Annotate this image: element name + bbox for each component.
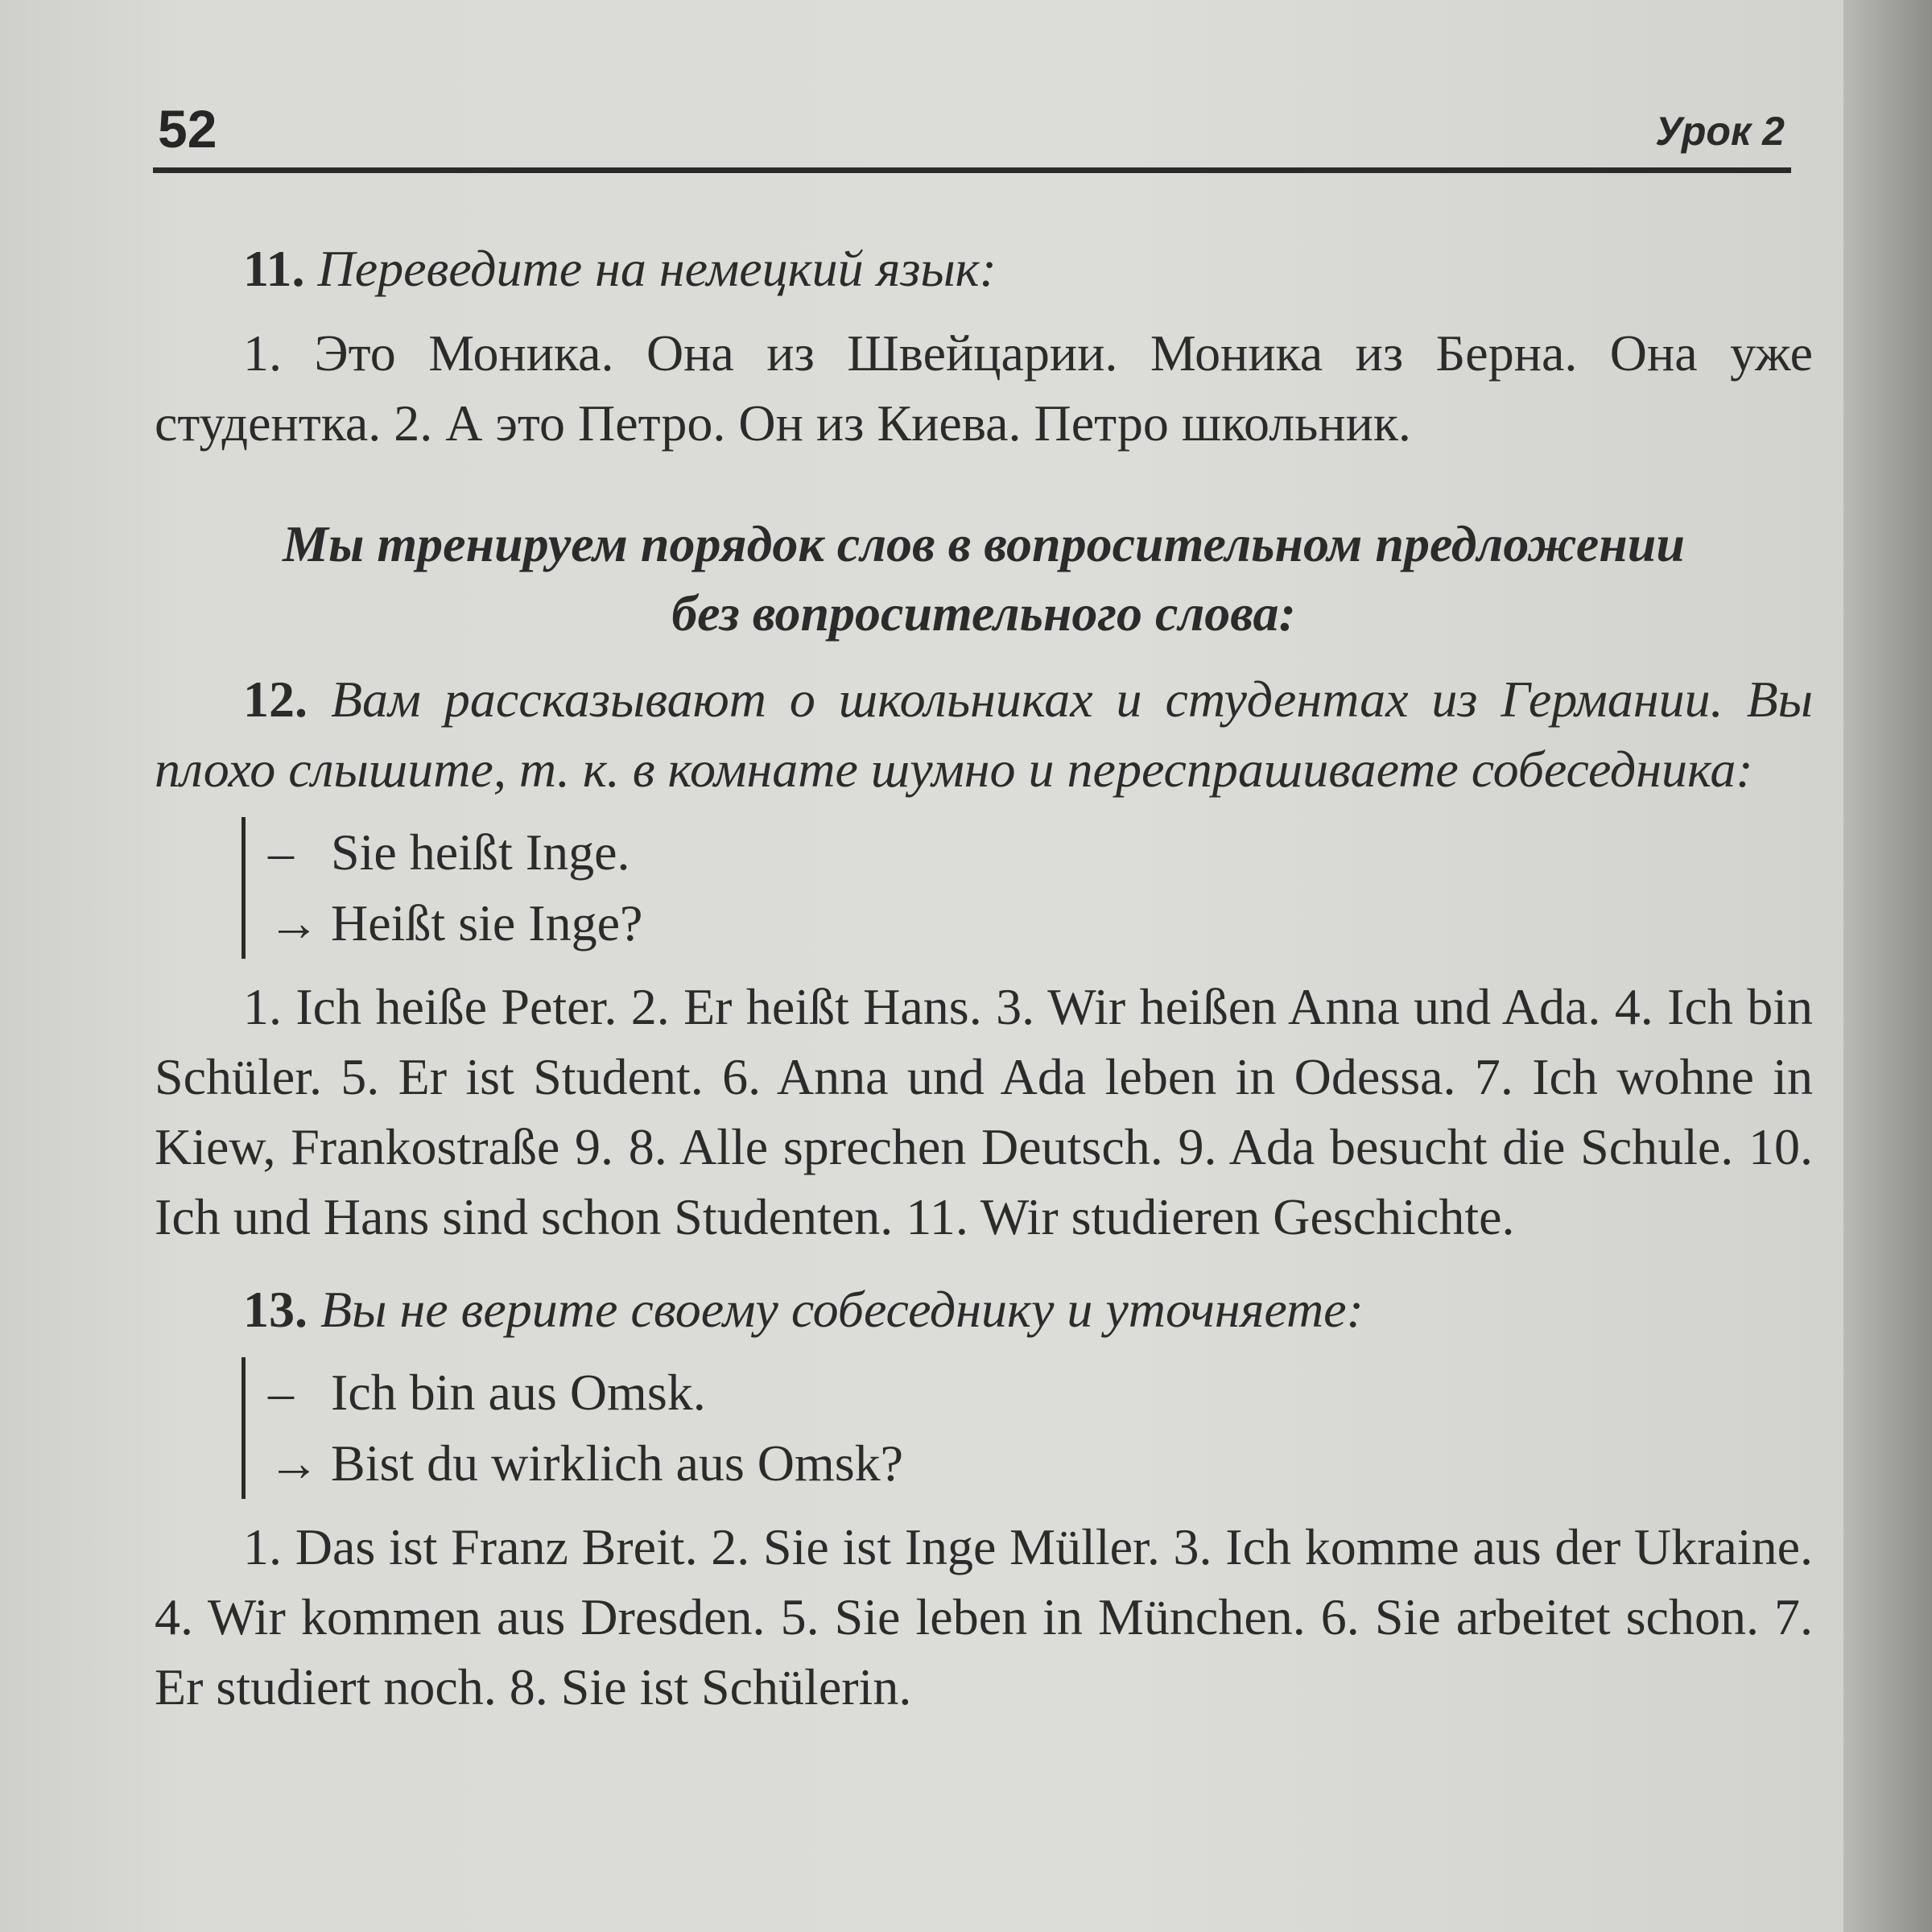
example-statement: Ich bin aus Omsk. (331, 1364, 706, 1421)
example-question: Heißt sie Inge? (331, 894, 643, 952)
page-header (153, 97, 1791, 177)
exercise-12-example (242, 817, 1813, 959)
lesson-title: Урок 2 (1655, 109, 1785, 154)
exercise-13-heading (155, 1274, 1813, 1344)
section-heading (155, 510, 1813, 648)
dash-mark: – (268, 1364, 294, 1421)
exercise-12-heading (155, 664, 1813, 804)
example-question-line (268, 1428, 1813, 1499)
arrow-icon: → (268, 894, 320, 952)
dash-mark: – (268, 824, 294, 881)
exercise-11-instruction: Переведите на немецкий язык: (317, 240, 997, 297)
exercise-13-items: 1. Das ist Franz Breit. 2. Sie ist Inge Müller. 3. Ich komme aus der Ukraine. 4. Wir kommen aus Dresden. 5. Sie leben in München. 6. Sie arbeitet schon. 7. Er studiert noch. 8. Sie ist Schülerin. (155, 1518, 1813, 1715)
page-number: 52 (158, 99, 217, 159)
exercise-11-text: 1. Это Моника. Она из Швейцарии. Моника из Берна. Она уже студентка. 2. А это Петро. Он из Киева. Петро школьник. (155, 324, 1813, 452)
page-edge-shadow (1843, 0, 1932, 1932)
exercise-12-instruction: Вам рассказывают о школьниках и студентах из Германии. Вы плохо слышите, т. к. в комнате шумно и переспрашиваете собеседника: (155, 671, 1814, 798)
example-statement-line (268, 817, 1813, 888)
section-heading-line-2: без вопросительного слова: (671, 584, 1296, 642)
exercise-13-instruction: Вы не верите своему собеседнику и уточняете: (320, 1281, 1364, 1338)
exercise-11-number: 11. (243, 240, 305, 297)
example-question-line (268, 888, 1813, 959)
exercise-12-number: 12. (243, 671, 308, 728)
arrow-icon: → (268, 1435, 320, 1492)
exercise-12-items: 1. Ich heiße Peter. 2. Er heißt Hans. 3. Wir heißen Anna und Ada. 4. Ich bin Schüler. 5. Er ist Student. 6. Anna und Ada leben in Odessa. 7. Ich wohne in Kiew, Frankostraße 9. 8. Alle sprechen Deutsch. 9. Ada besucht die Schule. 10. Ich und Hans sind schon Studenten. 11. Wir studieren Geschichte. (155, 978, 1813, 1245)
section-heading-line-1: Мы тренируем порядок слов в вопросительном предложении (283, 515, 1685, 572)
example-statement-line (268, 1357, 1813, 1428)
example-question: Bist du wirklich aus Omsk? (331, 1435, 904, 1492)
example-statement: Sie heißt Inge. (331, 824, 630, 881)
header-rule (153, 167, 1791, 173)
exercise-13-number: 13. (243, 1281, 308, 1338)
exercise-11-heading (155, 233, 1813, 303)
page-content (155, 233, 1813, 1722)
exercise-13-example (242, 1357, 1813, 1499)
